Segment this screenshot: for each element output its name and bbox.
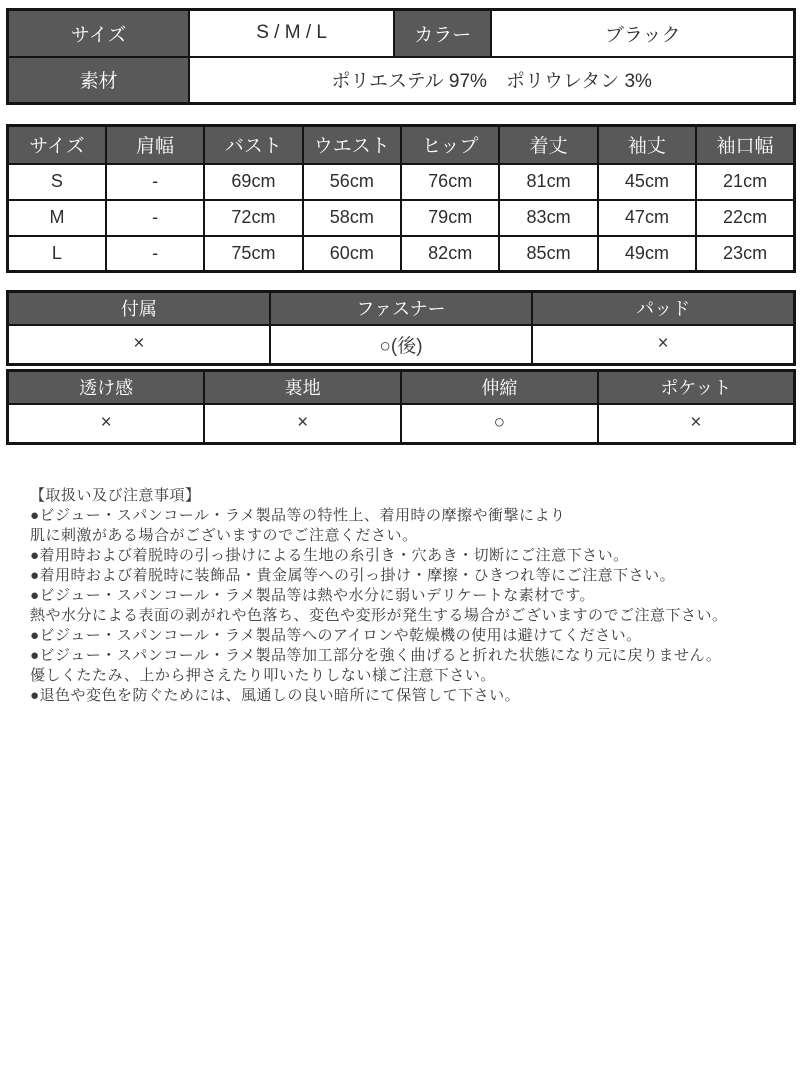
size-chart-header-cell: ヒップ <box>401 126 499 164</box>
size-chart-cell: 45cm <box>598 164 696 200</box>
size-chart-cell: 82cm <box>401 236 499 272</box>
size-chart-cell: 47cm <box>598 200 696 236</box>
features-header-cell: パッド <box>532 292 794 325</box>
care-note-line: 優しくたたみ、上から押さえたり叩いたりしない様ご注意下さい。 <box>30 667 496 684</box>
features-1-header-row <box>8 292 795 325</box>
size-chart-cell: 85cm <box>499 236 597 272</box>
size-chart-cell: L <box>8 236 106 272</box>
features-value-cell: ○(後) <box>270 325 532 365</box>
care-note-line: ●退色や変色を防ぐためには、風通しの良い暗所にて保管して下さい。 <box>30 687 521 704</box>
spec-table <box>6 8 796 105</box>
care-note-line: 熱や水分による表面の剥がれや色落ち、変色や変形が発生する場合がございますのでご注意下さい。 <box>30 607 728 624</box>
features-value-cell: × <box>8 404 205 444</box>
size-chart-cell: 56cm <box>303 164 401 200</box>
features-value-cell: ○ <box>401 404 598 444</box>
material-value-cell: ポリエステル 97% ポリウレタン 3% <box>189 57 794 104</box>
size-chart-cell: 72cm <box>204 200 302 236</box>
care-notes-title: 【取扱い及び注意事項】 <box>30 487 201 504</box>
spec-row-size-color <box>8 10 795 57</box>
size-chart-header-cell: 袖口幅 <box>696 126 794 164</box>
features-header-cell: 付属 <box>8 292 270 325</box>
spec-row-material <box>8 57 795 104</box>
size-chart-cell: 81cm <box>499 164 597 200</box>
size-chart-header-cell: サイズ <box>8 126 106 164</box>
size-chart-cell: 49cm <box>598 236 696 272</box>
care-note-line: 肌に刺激がある場合がございますのでご注意ください。 <box>30 527 418 544</box>
features-header-cell: ファスナー <box>270 292 532 325</box>
size-chart-cell: 58cm <box>303 200 401 236</box>
size-chart-cell: 21cm <box>696 164 794 200</box>
features-header-cell: ポケット <box>598 371 795 404</box>
features-2-value-row <box>8 404 795 444</box>
care-note-line: ●ビジュー・スパンコール・ラメ製品等は熱や水分に弱いデリケートな素材です。 <box>30 587 596 604</box>
size-chart-cell: 23cm <box>696 236 794 272</box>
size-chart-cell: 79cm <box>401 200 499 236</box>
size-label-cell: サイズ <box>8 10 190 57</box>
care-note-line: ●着用時および着脱時に装飾品・貴金属等への引っ掛け・摩擦・ひきつれ等にご注意下さい。 <box>30 567 676 584</box>
size-chart-header-row <box>8 126 795 164</box>
features-value-cell: × <box>598 404 795 444</box>
size-chart-cell: - <box>106 236 204 272</box>
features-2-header-row <box>8 371 795 404</box>
care-note-line: ●ビジュー・スパンコール・ラメ製品等へのアイロンや乾燥機の使用は避けてください。 <box>30 627 642 644</box>
size-chart-cell: - <box>106 200 204 236</box>
color-value-cell: ブラック <box>491 10 794 57</box>
features-table-2 <box>6 369 796 445</box>
features-table-1 <box>6 290 796 366</box>
size-chart-table <box>6 124 796 273</box>
care-note-line: ●着用時および着脱時の引っ掛けによる生地の糸引き・穴あき・切断にご注意下さい。 <box>30 547 629 564</box>
color-label-cell: カラー <box>394 10 492 57</box>
size-chart-cell: - <box>106 164 204 200</box>
size-chart-cell: 22cm <box>696 200 794 236</box>
size-chart-cell: M <box>8 200 106 236</box>
size-chart-row-s <box>8 164 795 200</box>
size-chart-row-l <box>8 236 795 272</box>
care-notes <box>30 486 780 706</box>
features-value-cell: × <box>532 325 794 365</box>
size-chart-cell: 69cm <box>204 164 302 200</box>
size-chart-header-cell: 袖丈 <box>598 126 696 164</box>
features-value-cell: × <box>204 404 401 444</box>
size-chart-header-cell: 肩幅 <box>106 126 204 164</box>
size-chart-cell: 76cm <box>401 164 499 200</box>
size-chart-header-cell: 着丈 <box>499 126 597 164</box>
features-header-cell: 伸縮 <box>401 371 598 404</box>
features-value-cell: × <box>8 325 270 365</box>
care-note-line: ●ビジュー・スパンコール・ラメ製品等加工部分を強く曲げると折れた状態になり元に戻りません。 <box>30 647 722 664</box>
features-header-cell: 透け感 <box>8 371 205 404</box>
size-chart-row-m <box>8 200 795 236</box>
size-chart-cell: S <box>8 164 106 200</box>
care-note-line: ●ビジュー・スパンコール・ラメ製品等の特性上、着用時の摩擦や衝撃により <box>30 507 566 524</box>
size-chart-header-cell: バスト <box>204 126 302 164</box>
features-1-value-row <box>8 325 795 365</box>
size-chart-cell: 60cm <box>303 236 401 272</box>
size-chart-header-cell: ウエスト <box>303 126 401 164</box>
size-chart-cell: 75cm <box>204 236 302 272</box>
features-header-cell: 裏地 <box>204 371 401 404</box>
size-chart-cell: 83cm <box>499 200 597 236</box>
material-label-cell: 素材 <box>8 57 190 104</box>
size-value-cell: S / M / L <box>189 10 394 57</box>
